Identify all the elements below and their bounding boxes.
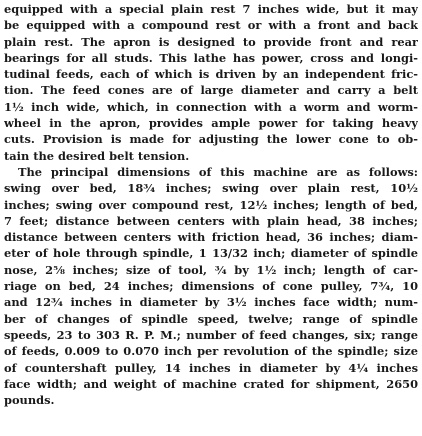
text-line: tain the desired belt tension. — [4, 148, 190, 163]
document-page — [4, 1, 418, 408]
text-line: speeds, 23 to 303 R. P. M.; number of feed changes, six; range — [4, 327, 418, 342]
text-line: of countershaft pulley, 14 inches in diameter by 4¼ inches — [4, 360, 418, 375]
text-line: ber of changes of spindle speed, twelve; range of spindle — [4, 311, 418, 326]
text-line: 7 feet; distance between centers with plain head, 38 inches; — [4, 213, 418, 228]
text-line: wheel in the apron, provides ample power for taking heavy — [4, 116, 418, 131]
text-line: be equipped with a compound rest or with a front and back — [4, 18, 418, 33]
text-line: The principal dimensions of this machine are as follows: — [18, 164, 418, 179]
text-line: tion. The feed cones are of large diameter and carry a belt — [4, 83, 418, 98]
text-line: plain rest. The apron is designed to provide front and rear — [4, 34, 418, 49]
text-line: pounds. — [4, 393, 55, 408]
paragraph-principal-dimensions — [4, 164, 418, 408]
text-line: cuts. Provision is made for adjusting the lower cone to ob- — [4, 132, 418, 147]
text-line: face width; and weight of machine crated for shipment, 2650 — [4, 376, 418, 391]
text-line: equipped with a special plain rest 7 inches wide, but it may — [4, 2, 418, 16]
text-line: 1½ inch wide, which, in connection with a worm and worm- — [4, 99, 418, 114]
text-line: tudinal feeds, each of which is driven by an independent fric- — [4, 67, 418, 82]
text-line: riage on bed, 24 inches; dimensions of cone pulley, 7¾, 10 — [4, 279, 418, 294]
text-line: swing over bed, 18¾ inches; swing over plain rest, 10½ — [4, 181, 418, 196]
text-line: inches; swing over compound rest, 12½ inches; length of bed, — [4, 197, 418, 212]
paragraph-apron-and-feeds — [4, 1, 418, 164]
text-line: distance between centers with friction head, 36 inches; diam- — [4, 230, 418, 245]
text-line: and 12¾ inches in diameter by 3½ inches face width; num- — [4, 295, 418, 310]
text-line: eter of hole through spindle, 1 13/32 inch; diameter of spindle — [4, 246, 418, 261]
text-line: nose, 2⅝ inches; size of tool, ¾ by 1½ inch; length of car- — [4, 262, 418, 277]
text-line: bearings for all studs. This lathe has power, cross and longi- — [4, 50, 418, 65]
text-line: of feeds, 0.009 to 0.070 inch per revolution of the spindle; size — [4, 344, 418, 359]
